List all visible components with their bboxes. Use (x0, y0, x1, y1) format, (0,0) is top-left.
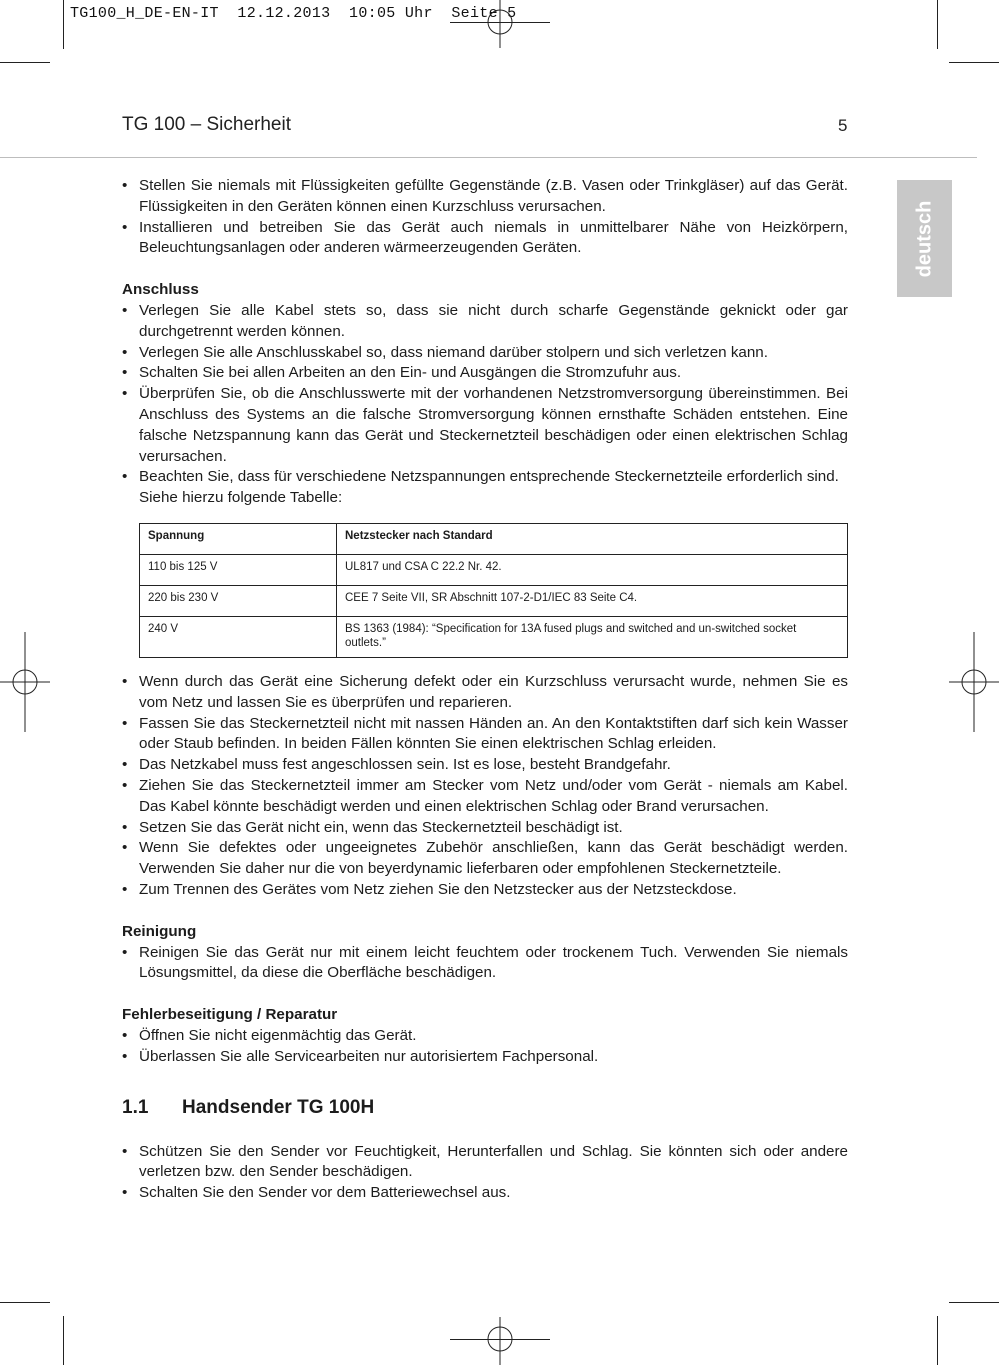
list-item: • Beachten Sie, dass für verschiedene Netzspannungen entsprechende Steckernetzteile erforderlich sind. (122, 467, 848, 488)
registration-mark-top (475, 0, 525, 50)
print-slug: TG100_H_DE-EN-IT 12.12.2013 10:05 Uhr Seite 5 (70, 5, 517, 22)
main-content (122, 176, 848, 1204)
list-item: • Überlassen Sie alle Servicearbeiten nur autorisiertem Fachpersonal. (122, 1047, 848, 1068)
table-cell: BS 1363 (1984): “Specification for 13A fused plugs and switched and un-switched socket outlets.” (337, 616, 848, 657)
table-row (140, 554, 848, 585)
page-title: TG 100 – Sicherheit (122, 114, 291, 135)
language-tab-label: deutsch (913, 200, 935, 277)
list-item: • Zum Trennen des Gerätes vom Netz ziehen Sie den Netzstecker aus der Netzsteckdose. (122, 880, 848, 901)
reinigung-list (122, 943, 848, 985)
chapter-heading (122, 1096, 848, 1120)
list-item: • Reinigen Sie das Gerät nur mit einem leicht feuchtem oder trockenem Tuch. Verwenden Sie niemals Lösungsmittel, da diese die Oberfläche beschädigen. (122, 943, 848, 985)
language-tab (897, 180, 952, 297)
list-item: • Verlegen Sie alle Anschlusskabel so, dass niemand darüber stolpern und sich verletzen kann. (122, 343, 848, 364)
section-heading-fehler: Fehlerbeseitigung / Reparatur (122, 1006, 338, 1024)
list-item: • Fassen Sie das Steckernetzteil nicht mit nassen Händen an. An den Kontaktstiften darf sich kein Wasser oder Staub befinden. In beiden Fällen könnten Sie einen elektrischen Schlag erleiden. (122, 714, 848, 756)
intro-list (122, 176, 848, 259)
table-header: Spannung (140, 523, 337, 554)
table-row (140, 616, 848, 657)
table-cell: UL817 und CSA C 22.2 Nr. 42. (337, 554, 848, 585)
safety-list (122, 672, 848, 901)
table-cell: 110 bis 125 V (140, 554, 337, 585)
list-item: • Überprüfen Sie, ob die Anschlusswerte mit der vorhandenen Netzstromversorgung übereinstimmen. Bei Anschluss des Systems an die falsche Stromversorgung können ernsthafte Schäden entstehen. Eine falsche Netzspannung kann das Gerät und Steckernetzteil beschädigen oder einen elektrischen Schlag verursachen. (122, 384, 848, 467)
list-item: • Schalten Sie bei allen Arbeiten an den Ein- und Ausgängen die Stromzufuhr aus. (122, 363, 848, 384)
table-cell: CEE 7 Seite VII, SR Abschnitt 107-2-D1/IEC 83 Seite C4. (337, 585, 848, 616)
anschluss-list (122, 301, 848, 488)
list-item: • Verlegen Sie alle Kabel stets so, dass sie nicht durch scharfe Gegenstände geknickt oder gar durchgetrennt werden können. (122, 301, 848, 343)
fehler-list (122, 1026, 848, 1068)
table-header-row (140, 523, 848, 554)
table-note: Siehe hierzu folgende Tabelle: (139, 489, 343, 507)
list-item: • Setzen Sie das Gerät nicht ein, wenn das Steckernetzteil beschädigt ist. (122, 818, 848, 839)
list-item: • Wenn durch das Gerät eine Sicherung defekt oder ein Kurzschluss verursacht wurde, nehmen Sie es vom Netz und lassen Sie es überprüfen und reparieren. (122, 672, 848, 714)
registration-mark-bottom (475, 1315, 525, 1365)
table-row (140, 585, 848, 616)
list-item: • Schalten Sie den Sender vor dem Batteriewechsel aus. (122, 1183, 848, 1204)
list-item: • Stellen Sie niemals mit Flüssigkeiten gefüllte Gegenstände (z.B. Vasen oder Trinkgläser) auf das Gerät. Flüssigkeiten in den Geräten können einen Kurzschluss verursachen. (122, 176, 848, 218)
header-divider (0, 157, 977, 158)
list-item: • Das Netzkabel muss fest angeschlossen sein. Ist es lose, besteht Brandgefahr. (122, 755, 848, 776)
list-item: • Schützen Sie den Sender vor Feuchtigkeit, Herunterfallen und Schlag. Sie könnten sich oder andere verletzen bzw. den Sender beschädigen. (122, 1142, 848, 1184)
registration-mark-right (947, 632, 999, 732)
page-number: 5 (838, 116, 848, 135)
chapter-number: 1.1 (122, 1096, 149, 1118)
list-item: • Installieren und betreiben Sie das Gerät auch niemals in unmittelbarer Nähe von Heizkörpern, Beleuchtungsanlagen oder anderen wärmeerzeugenden Geräten. (122, 218, 848, 260)
table-header: Netzstecker nach Standard (337, 523, 848, 554)
voltage-table (139, 523, 848, 658)
list-item: • Ziehen Sie das Steckernetzteil immer am Stecker vom Netz und/oder vom Gerät - niemals am Kabel. Das Kabel könnte beschädigt werden und einen elektrischen Schlag oder Brand verursachen. (122, 776, 848, 818)
registration-mark-left (0, 632, 52, 732)
table-cell: 240 V (140, 616, 337, 657)
table-cell: 220 bis 230 V (140, 585, 337, 616)
list-item: • Öffnen Sie nicht eigenmächtig das Gerät. (122, 1026, 848, 1047)
list-item: • Wenn Sie defektes oder ungeeignetes Zubehör anschließen, kann das Gerät beschädigt werden. Verwenden Sie daher nur die von beyerdynamic lieferbaren oder empfohlenen Steckernetzteile. (122, 838, 848, 880)
section-heading-reinigung: Reinigung (122, 922, 197, 940)
handsender-list (122, 1142, 848, 1204)
chapter-title: Handsender TG 100H (182, 1096, 375, 1118)
section-heading-anschluss: Anschluss (122, 281, 199, 299)
